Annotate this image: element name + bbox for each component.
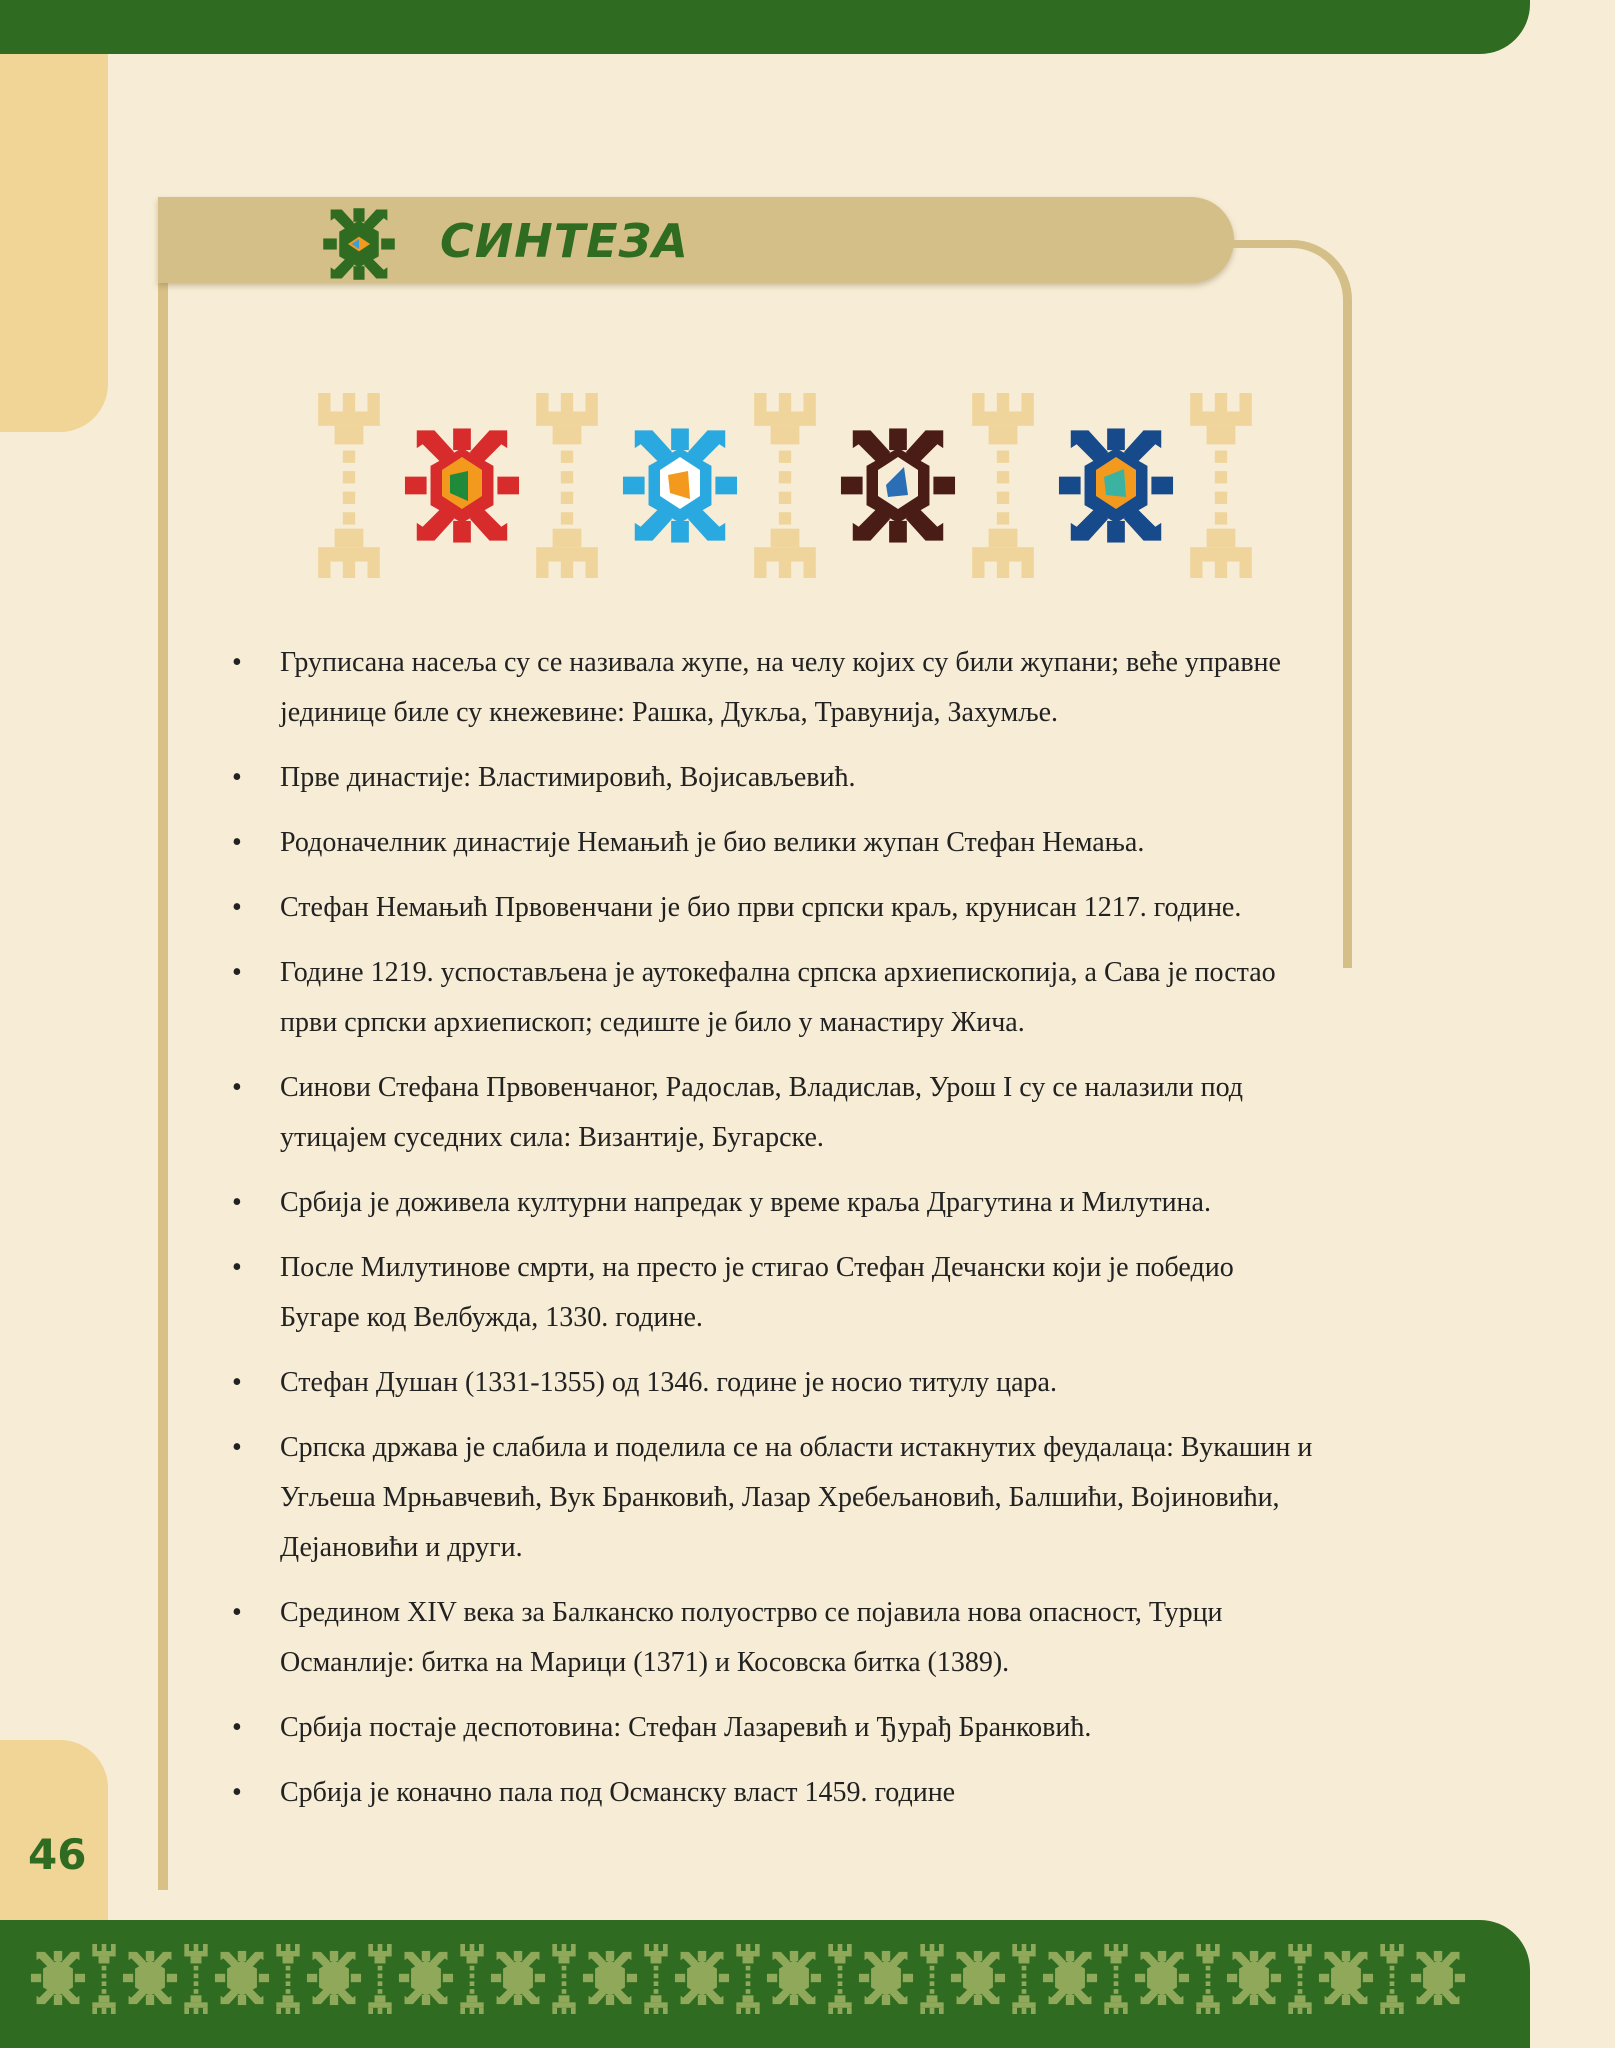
bottom-motif-icon xyxy=(859,1951,913,2005)
list-item: • Србија је коначно пала под Османску власт 1459. године xyxy=(0,1768,1320,1818)
bottom-tower-icon xyxy=(276,1944,299,2014)
navy-motif-icon xyxy=(1059,428,1173,542)
tower-motif-icon xyxy=(972,393,1034,578)
bottom-motif-icon xyxy=(31,1951,85,2005)
bottom-motif-icon xyxy=(491,1951,545,2005)
bottom-tower-icon xyxy=(184,1944,207,2014)
bottom-motif-icon xyxy=(1043,1951,1097,2005)
summary-bullet-list xyxy=(0,638,1400,1833)
bottom-tower-icon xyxy=(644,1944,667,2014)
bottom-motif-icon xyxy=(767,1951,821,2005)
bottom-motif-icon xyxy=(123,1951,177,2005)
list-item: • Српска држава је слабила и поделила се на области истакнутих феудалаца: Вукашин и Угљеша Мрњавчевић, Вук Бранковић, Лазар Хребељановић, Балшићи, Војиновићи, Дејановићи и други. xyxy=(0,1423,1320,1573)
bottom-motif-icon xyxy=(399,1951,453,2005)
bottom-motif-icon xyxy=(951,1951,1005,2005)
bottom-motif-icon xyxy=(583,1951,637,2005)
section-header-icon xyxy=(318,207,400,281)
bottom-motif-icon xyxy=(1411,1951,1465,2005)
bottom-tower-icon xyxy=(460,1944,483,2014)
list-item: • Синови Стефана Првовенчаног, Радослав, Владислав, Урош I су се налазили под утицајем суседних сила: Византије, Бугарске. xyxy=(0,1063,1320,1163)
list-item: • Родоначелник династије Немањић је био велики жупан Стефан Немања. xyxy=(0,818,1320,868)
tower-motif-icon xyxy=(754,393,816,578)
top-ornament-row xyxy=(318,393,1258,578)
bottom-motif-icon xyxy=(1135,1951,1189,2005)
section-title: СИНТЕЗА xyxy=(440,214,689,268)
bottom-motif-icon xyxy=(1319,1951,1373,2005)
bottom-border-pattern xyxy=(30,1940,1500,2020)
list-item: • Србија постаје деспотовина: Стефан Лазаревић и Ђурађ Бранковић. xyxy=(0,1703,1320,1753)
bottom-tower-icon xyxy=(920,1944,943,2014)
bottom-tower-icon xyxy=(1104,1944,1127,2014)
bottom-tower-icon xyxy=(368,1944,391,2014)
brown-motif-icon xyxy=(841,428,955,542)
bottom-tower-icon xyxy=(1012,1944,1035,2014)
list-item: • Године 1219. успостављена је аутокефална српска архиепископија, а Сава је постао први српски архиепископ; седиште је било у манастиру Жича. xyxy=(0,948,1320,1048)
tower-motif-icon xyxy=(1190,393,1252,578)
list-item: • Груписана насеља су се називала жупе, на челу којих су били жупани; веће управне јединице биле су кнежевине: Рашка, Дукља, Травунија, Захумље. xyxy=(0,638,1320,738)
bottom-tower-icon xyxy=(92,1944,115,2014)
bottom-tower-icon xyxy=(736,1944,759,2014)
side-tab-top xyxy=(0,54,108,432)
list-item: • Прве династије: Властимировић, Војисављевић. xyxy=(0,753,1320,803)
page-number: 46 xyxy=(28,1830,87,1879)
list-item: • Стефан Немањић Првовенчани је био први српски краљ, крунисан 1217. године. xyxy=(0,883,1320,933)
tower-motif-icon xyxy=(318,393,380,578)
bottom-motif-icon xyxy=(307,1951,361,2005)
top-banner xyxy=(0,0,1530,54)
tower-motif-icon xyxy=(536,393,598,578)
bottom-motif-icon xyxy=(675,1951,729,2005)
bottom-tower-icon xyxy=(1288,1944,1311,2014)
bottom-motif-icon xyxy=(215,1951,269,2005)
list-item: • Србија је доживела културни напредак у време краља Драгутина и Милутина. xyxy=(0,1178,1320,1228)
bottom-tower-icon xyxy=(552,1944,575,2014)
bottom-tower-icon xyxy=(1196,1944,1219,2014)
bottom-tower-icon xyxy=(1380,1944,1403,2014)
cyan-motif-icon xyxy=(623,428,737,542)
bottom-tower-icon xyxy=(828,1944,851,2014)
list-item: • Средином XIV века за Балканско полуострво се појавила нова опасност, Турци Османлије: битка на Марици (1371) и Косовска битка (1389). xyxy=(0,1588,1320,1688)
bottom-motif-icon xyxy=(1227,1951,1281,2005)
red-motif-icon xyxy=(405,428,519,542)
list-item: • Стефан Душан (1331-1355) од 1346. године је носио титулу цара. xyxy=(0,1358,1320,1408)
list-item: • После Милутинове смрти, на престо је стигао Стефан Дечански који је победио Бугаре код Велбужда, 1330. године. xyxy=(0,1243,1320,1343)
